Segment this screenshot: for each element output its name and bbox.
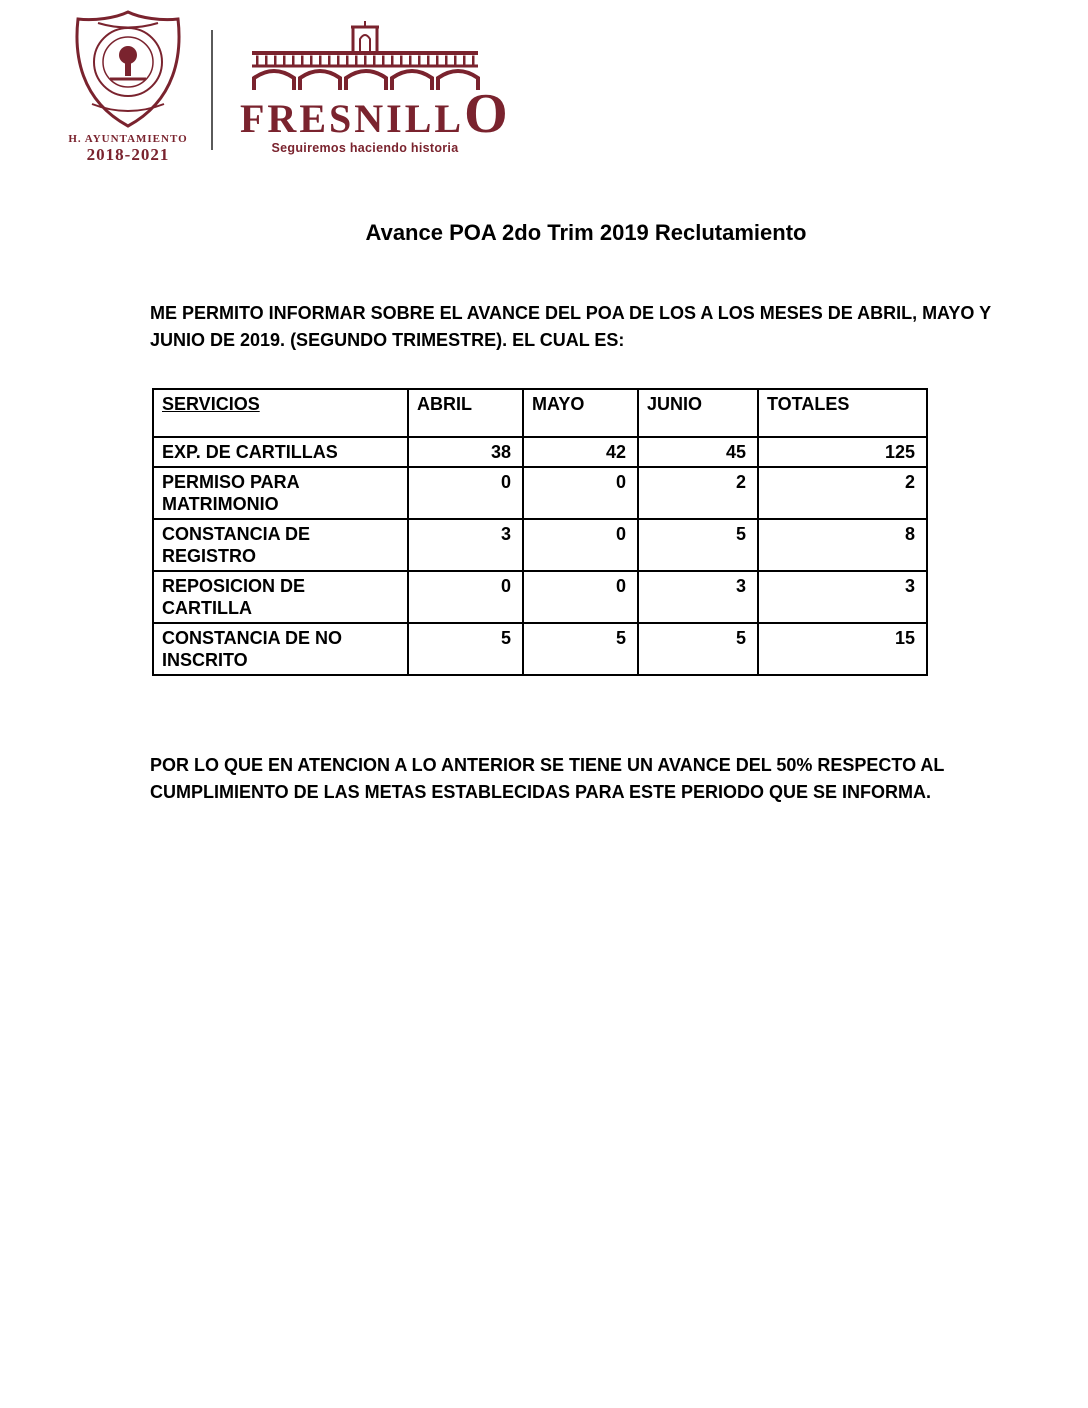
totales-cell: 15: [758, 623, 927, 675]
brand-name-main: FRESNILL: [240, 96, 465, 141]
service-cell: CONSTANCIA DE REGISTRO: [153, 519, 408, 571]
brand-name: [240, 83, 511, 145]
totales-cell: 8: [758, 519, 927, 571]
crest-years: 2018-2021: [86, 145, 170, 164]
abril-cell: 5: [408, 623, 523, 675]
service-cell: REPOSICION DE CARTILLA: [153, 571, 408, 623]
totales-cell: 125: [758, 437, 927, 467]
junio-cell: 5: [638, 519, 758, 571]
page-title: Avance POA 2do Trim 2019 Reclutamiento: [365, 220, 807, 245]
closing-paragraph: POR LO QUE EN ATENCION A LO ANTERIOR SE TIENE UN AVANCE DEL 50% RESPECTO AL CUMPLIMIENTO DE LAS METAS ESTABLECIDAS PARA ESTE PERIODO QUE SE INFORMA.: [150, 755, 945, 802]
crest-block: [60, 8, 196, 165]
brand-tagline: Seguiremos haciendo historia: [271, 141, 459, 155]
abril-cell: 3: [408, 519, 523, 571]
table-row: [153, 519, 927, 571]
table-row: [153, 623, 927, 675]
poa-table: [152, 388, 928, 676]
junio-cell: 5: [638, 623, 758, 675]
abril-cell: 0: [408, 571, 523, 623]
intro-paragraph: ME PERMITO INFORMAR SOBRE EL AVANCE DEL POA DE LOS A LOS MESES DE ABRIL, MAYO Y JUNIO DE 2019. (SEGUNDO TRIMESTRE). EL CUAL ES:: [150, 303, 991, 350]
junio-cell: 45: [638, 437, 758, 467]
mayo-cell: 42: [523, 437, 638, 467]
mayo-cell: 5: [523, 623, 638, 675]
table-header-row: [153, 389, 927, 437]
service-cell: CONSTANCIA DE NO INSCRITO: [153, 623, 408, 675]
crest-caption: H. AYUNTAMIENTO: [68, 133, 188, 145]
coat-of-arms-icon: [68, 8, 188, 130]
vertical-divider: [211, 30, 213, 150]
mayo-cell: 0: [523, 571, 638, 623]
col-header-servicios: [153, 389, 408, 437]
col-header-junio: JUNIO: [638, 389, 758, 437]
mayo-cell: 0: [523, 519, 638, 571]
abril-cell: 0: [408, 467, 523, 519]
col-header-abril: ABRIL: [408, 389, 523, 437]
totales-cell: 3: [758, 571, 927, 623]
junio-cell: 3: [638, 571, 758, 623]
totales-cell: 2: [758, 467, 927, 519]
brand-block: [240, 20, 511, 155]
service-cell: PERMISO PARA MATRIMONIO: [153, 467, 408, 519]
table-row: [153, 467, 927, 519]
bridge-icon: [248, 20, 482, 90]
table-row: [153, 571, 927, 623]
col-header-servicios-label: SERVICIOS: [162, 394, 260, 414]
brand-name-o: O: [464, 83, 511, 145]
col-header-mayo: MAYO: [523, 389, 638, 437]
junio-cell: 2: [638, 467, 758, 519]
mayo-cell: 0: [523, 467, 638, 519]
abril-cell: 38: [408, 437, 523, 467]
col-header-totales: TOTALES: [758, 389, 927, 437]
table-row: [153, 437, 927, 467]
service-cell: EXP. DE CARTILLAS: [153, 437, 408, 467]
